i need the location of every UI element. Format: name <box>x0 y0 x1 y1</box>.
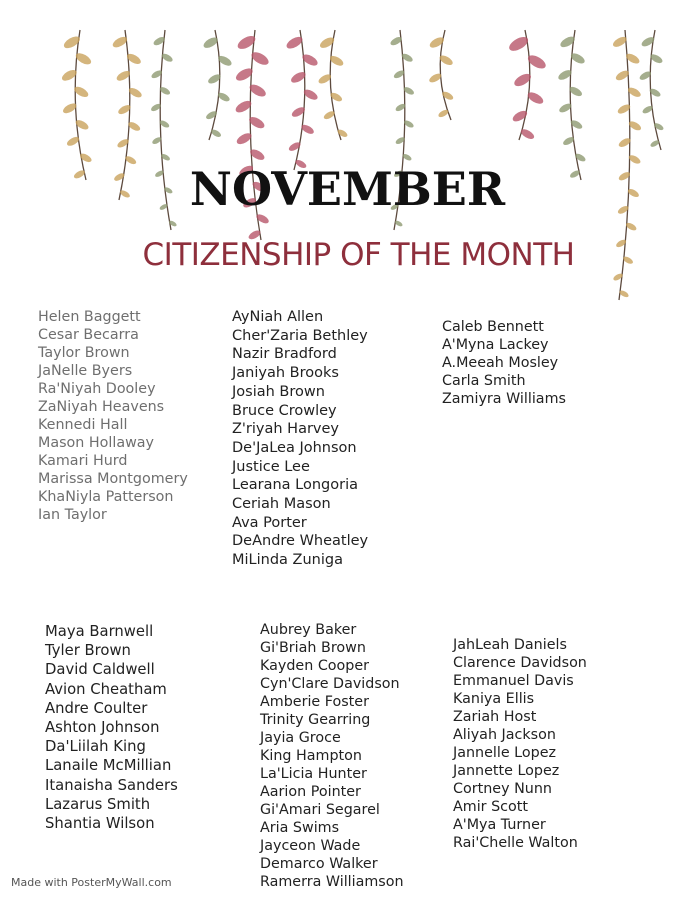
name-list-item: Gi'Amari Segarel <box>260 802 380 818</box>
name-list-item: Learana Longoria <box>232 477 358 494</box>
name-list-item: Nazir Bradford <box>232 346 337 363</box>
name-list-item: JaNelle Byers <box>38 363 133 379</box>
name-list-item: Cher'Zaria Bethley <box>232 327 368 344</box>
name-list-item: Ashton Johnson <box>45 719 160 737</box>
name-list-item: Kaniya Ellis <box>453 691 535 707</box>
name-list-item: Jayia Groce <box>260 730 341 746</box>
name-list-item: Clarence Davidson <box>453 655 587 671</box>
name-list-item: Aria Swims <box>260 820 340 836</box>
name-list-item: Janiyah Brooks <box>232 365 339 382</box>
name-list-item: Marissa Montgomery <box>38 471 188 487</box>
name-list-item: Kayden Cooper <box>260 658 370 674</box>
name-list-item: Demarco Walker <box>260 856 378 872</box>
name-list-item: De'JaLea Johnson <box>232 439 357 456</box>
name-list-item: Ramerra Williamson <box>260 874 404 890</box>
name-list-item: Cortney Nunn <box>453 781 552 797</box>
name-list-item: Josiah Brown <box>232 383 325 400</box>
name-list-item: Emmanuel Davis <box>453 673 574 689</box>
name-list-item: A'Myna Lackey <box>442 337 549 353</box>
name-list-item: La'Licia Hunter <box>260 766 367 782</box>
page-title: NOVEMBER <box>189 162 506 216</box>
name-list-item: Andre Coulter <box>45 699 148 717</box>
name-list-item: David Caldwell <box>45 661 155 679</box>
name-list-item: A'Mya Turner <box>453 817 546 833</box>
name-list-item: Ian Taylor <box>38 507 107 523</box>
name-list-item: Aliyah Jackson <box>453 727 556 743</box>
name-list-item: Lanaile McMillian <box>45 757 172 775</box>
name-list-item: Da'Liilah King <box>45 738 146 756</box>
name-list-item: JahLeah Daniels <box>453 637 567 653</box>
vine-stem <box>330 30 341 140</box>
name-list-item: KhaNiyla Patterson <box>38 489 174 505</box>
name-list-item: Avion Cheatham <box>45 680 167 698</box>
name-list-item: Zamiyra Williams <box>442 391 566 407</box>
name-list-item: Aarion Pointer <box>260 784 361 800</box>
name-list-item: Lazarus Smith <box>45 795 151 813</box>
poster-credit: Made with PosterMyWall.com <box>11 876 172 889</box>
name-list-group-2 <box>232 308 368 570</box>
name-list-item: Carla Smith <box>442 373 526 389</box>
name-list-item: Kennedi Hall <box>38 417 128 433</box>
name-list-item: Z'riyah Harvey <box>232 421 340 438</box>
name-list-item: Amir Scott <box>453 799 528 815</box>
name-list-item: Tyler Brown <box>45 642 131 660</box>
name-list-item: Cesar Becarra <box>38 327 139 343</box>
name-list-item: Ceriah Mason <box>232 496 331 513</box>
name-list-item: Aubrey Baker <box>260 622 357 638</box>
name-list-item: Rai'Chelle Walton <box>453 835 578 851</box>
name-list-item: Amberie Foster <box>260 694 369 710</box>
name-list-group-4 <box>45 622 178 833</box>
name-list-group-6 <box>453 636 587 852</box>
name-list-item: Justice Lee <box>232 458 310 475</box>
name-list-item: Mason Hollaway <box>38 435 155 451</box>
name-list-item: Jannelle Lopez <box>453 745 557 761</box>
name-list-group-3 <box>442 318 566 408</box>
name-list-item: Cyn'Clare Davidson <box>260 676 400 692</box>
name-list-item: Bruce Crowley <box>232 402 337 419</box>
name-list-item: Trinity Gearring <box>260 712 371 728</box>
name-list-item: Maya Barnwell <box>45 623 154 640</box>
name-list-item: Kamari Hurd <box>38 453 128 469</box>
name-list-item: King Hampton <box>260 748 362 764</box>
name-list-group-5 <box>260 621 404 891</box>
name-list-item: Shantia Wilson <box>45 815 155 833</box>
name-list-item: Jannette Lopez <box>453 763 560 779</box>
name-list-item: ZaNiyah Heavens <box>38 399 165 415</box>
name-list-item: Ava Porter <box>232 514 307 531</box>
name-list-group-1 <box>38 308 188 524</box>
name-list-item: MiLinda Zuniga <box>232 552 343 569</box>
name-list-item: Taylor Brown <box>38 345 130 361</box>
name-list-item: Gi'Briah Brown <box>260 640 366 656</box>
name-list-item: DeAndre Wheatley <box>232 533 369 550</box>
name-list-item: Ra'Niyah Dooley <box>38 381 156 397</box>
name-list-item: Caleb Bennett <box>442 319 544 335</box>
name-list-item: AyNiah Allen <box>232 309 324 325</box>
name-list-item: Itanaisha Sanders <box>45 776 178 794</box>
name-list-item: Helen Baggett <box>38 309 141 325</box>
name-list-item: Zariah Host <box>453 709 537 725</box>
name-list-item: Jayceon Wade <box>260 838 361 854</box>
name-list-item: A.Meeah Mosley <box>442 355 559 371</box>
page-subtitle: CITIZENSHIP OF THE MONTH <box>142 237 575 273</box>
